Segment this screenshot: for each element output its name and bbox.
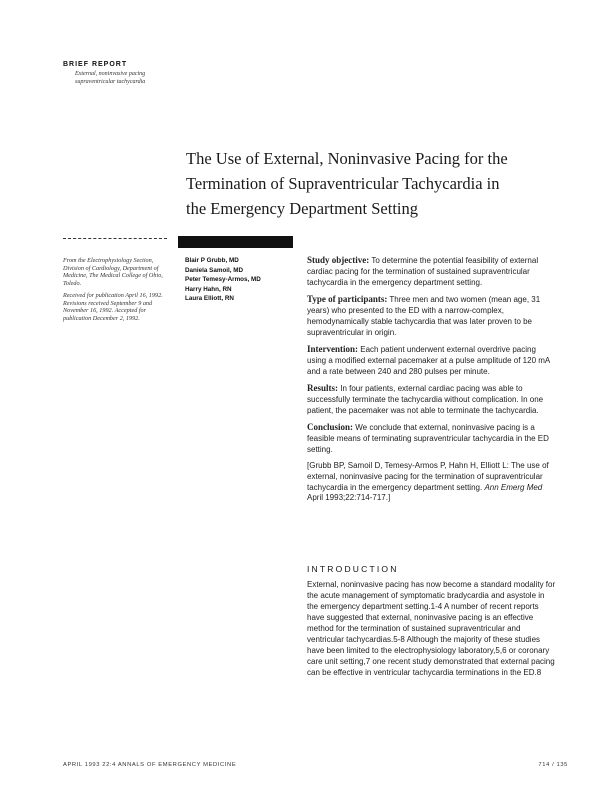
abstract-participants	[307, 294, 557, 338]
abstract-results	[307, 383, 557, 416]
article-title	[186, 146, 566, 221]
abstract-heading: Intervention:	[307, 344, 358, 354]
abstract-text: In four patients, external cardiac pacing was able to successfully terminate the tachycardia without complication. In one patient, the pacemaker was not able to terminate the tachycardia.	[307, 384, 544, 415]
affiliation-received: Received for publication April 16, 1992. Revisions received September 9 and November 16, 1992. Accepted for publication December 2, 1992.	[63, 292, 163, 322]
abstract-text: Each patient underwent external overdrive pacing using a modified external pacemaker at a pulse amplitude of 120 mA and a rate between 240 and 280 pulses per minute.	[307, 345, 550, 376]
abstract-conclusion	[307, 422, 557, 455]
abstract-text: Three men and two women (mean age, 31 years) who presented to the ED with a narrow-complex, hemodynamically stable tachycardia that was later proven to be supraventricular in origin.	[307, 295, 541, 337]
abstract-citation	[307, 461, 557, 504]
author-name: Blair P Grubb, MD	[185, 257, 239, 264]
running-subtitle	[75, 70, 205, 86]
introduction-heading: INTRODUCTION	[307, 564, 399, 574]
page-footer	[63, 762, 568, 768]
affiliation-from: From the Electrophysiology Section, Division of Cardiology, Department of Medicine, The Medical College of Ohio, Toledo.	[63, 257, 163, 287]
author-header-bar	[178, 236, 293, 248]
author-name: Harry Hahn, RN	[185, 285, 232, 293]
section-label: BRIEF REPORT	[63, 61, 128, 68]
abstract-heading: Results:	[307, 383, 338, 393]
abstract-heading: Study objective:	[307, 255, 370, 265]
abstract-objective	[307, 255, 557, 288]
running-subtitle-line: supraventricular tachycardia	[75, 79, 146, 85]
footer-journal: APRIL 1993 22:4 ANNALS OF EMERGENCY MEDICINE	[63, 762, 237, 768]
left-divider-rule	[63, 238, 167, 239]
citation-journal: Ann Emerg Med	[484, 482, 543, 492]
abstract-text: To determine the potential feasibility of external cardiac pacing for the termination of sustained supraventricular tachycardia in the emergency department setting.	[307, 256, 539, 287]
running-subtitle-line: External, noninvasive pacing	[75, 71, 146, 77]
title-line: Termination of Supraventricular Tachycardia in	[186, 174, 500, 193]
abstract	[307, 255, 557, 510]
title-line: the Emergency Department Setting	[186, 199, 418, 218]
introduction-body: External, noninvasive pacing has now become a standard modality for the acute management of symptomatic bradycardia and asystole in the emergency department setting.1-4 A number of recent reports have suggested that external, noninvasive pacing is an effective method for the termination of sustained supraventricular and ventricular tachycardias.5-8 Although the majority of these studies have been limited to the electrophysiology laboratory,5,6 or coronary care unit setting,7 one recent study demonstrated that external pacing can be effective in ventricular tachycardia terminations in the ED.8	[307, 580, 556, 677]
title-line: The Use of External, Noninvasive Pacing for the	[186, 149, 508, 168]
abstract-heading: Conclusion:	[307, 422, 354, 432]
abstract-intervention	[307, 344, 557, 377]
abstract-text: We conclude that external, noninvasive pacing is a feasible means of terminating supraventricular tachycardia in the ED setting.	[307, 423, 549, 454]
author-name: Daniela Samoil, MD	[185, 266, 244, 274]
author-list	[185, 256, 295, 304]
footer-page-number: 714 / 135	[538, 762, 568, 768]
affiliation-note	[63, 257, 173, 327]
citation-end: April 1993;22:714-717.]	[307, 493, 391, 503]
abstract-heading: Type of participants:	[307, 294, 388, 304]
author-name: Laura Elliott, RN	[185, 295, 234, 302]
author-name: Peter Temesy-Armos, MD	[185, 276, 261, 283]
citation-text: [Grubb BP, Samoil D, Temesy-Armos P, Hahn H, Elliott L: The use of external, noninvasive pacing for the termination of supraventricular tachycardia in the emergency department setting.	[307, 461, 549, 492]
